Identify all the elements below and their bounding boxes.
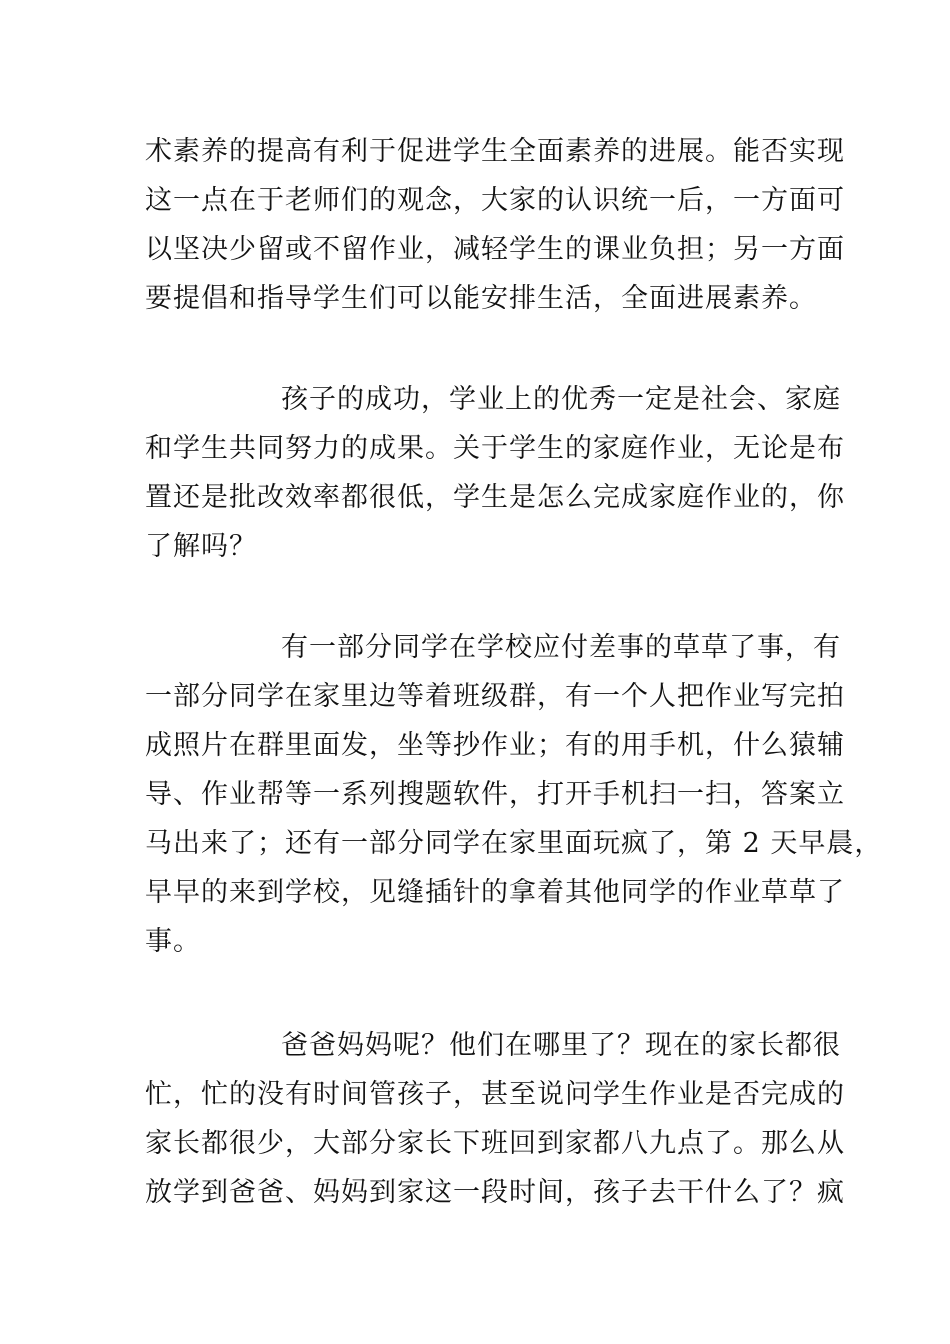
- paragraph-line: 忙，忙的没有时间管孩子，甚至说问学生作业是否完成的: [145, 1079, 845, 1110]
- paragraph-2: [145, 375, 845, 571]
- paragraph-line: 置还是批改效率都很低，学生是怎么完成家庭作业的，你: [145, 482, 845, 513]
- paragraph-line: 孩子的成功，学业上的优秀一定是社会、家庭: [281, 384, 841, 415]
- paragraph-line: 早早的来到学校，见缝插针的拿着其他同学的作业草草了: [145, 877, 845, 908]
- paragraph-line: 有一部分同学在学校应付差事的草草了事，有: [281, 632, 841, 663]
- paragraph-1: [145, 127, 845, 323]
- paragraph-3: [145, 623, 883, 966]
- paragraph-line: 爸爸妈妈呢？他们在哪里了？现在的家长都很: [281, 1030, 841, 1061]
- paragraph-line: 导、作业帮等一系列搜题软件，打开手机扫一扫，答案立: [145, 779, 845, 810]
- paragraph-line: 马出来了；还有一部分同学在家里面玩疯了，第 2 天早晨，: [145, 828, 883, 859]
- paragraph-line: 一部分同学在家里边等着班级群，有一个人把作业写完拍: [145, 681, 845, 712]
- paragraph-4: [145, 1021, 845, 1217]
- paragraph-line: 要提倡和指导学生们可以能安排生活，全面进展素养。: [145, 283, 817, 314]
- paragraph-line: 事。: [145, 926, 201, 957]
- paragraph-line: 了解吗？: [145, 531, 257, 562]
- paragraph-line: 家长都很少，大部分家长下班回到家都八九点了。那么从: [145, 1128, 845, 1159]
- paragraph-line: 以坚决少留或不留作业，减轻学生的课业负担；另一方面: [145, 234, 845, 265]
- paragraph-line: 成照片在群里面发，坐等抄作业；有的用手机，什么猿辅: [145, 730, 845, 761]
- paragraph-line: 术素养的提高有利于促进学生全面素养的进展。能否实现: [145, 136, 845, 167]
- paragraph-line: 放学到爸爸、妈妈到家这一段时间，孩子去干什么了？疯: [145, 1177, 845, 1208]
- paragraph-line: 这一点在于老师们的观念，大家的认识统一后，一方面可: [145, 185, 845, 216]
- paragraph-line: 和学生共同努力的成果。关于学生的家庭作业，无论是布: [145, 433, 845, 464]
